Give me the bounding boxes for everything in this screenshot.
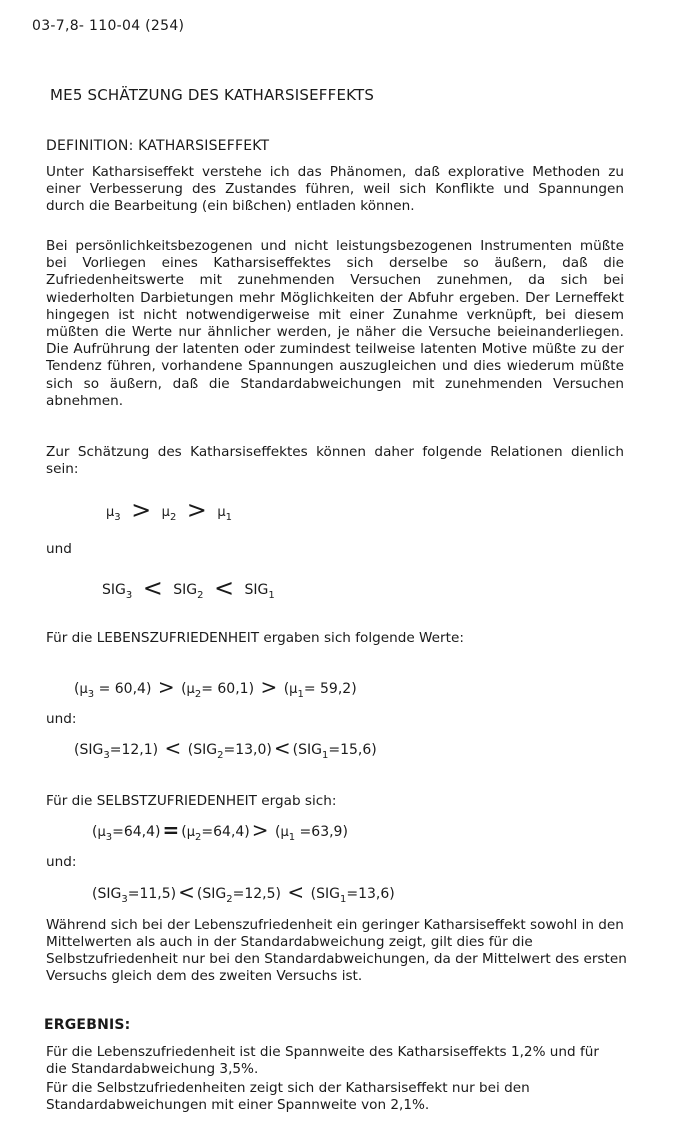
general-mean-relation: $\mu_3 > \mu_2 > \mu_1$ — [106, 496, 232, 524]
leben-mean-relation: $(\mu_3 = 60,4) > (\mu_2= 60,1) > (\mu_1= 59,2)$ — [74, 675, 357, 700]
section-heading: ME5 SCHÄTZUNG DES KATHARSISEFFEKTS — [50, 86, 375, 104]
result-selbst: Für die Selbstzufriedenheiten zeigt sich der Katharsiseffekt nur bei den Standardabweichungen mit einer Spannweite von 2,1%. — [46, 1080, 530, 1113]
definition-title: DEFINITION: KATHARSISEFFEKT — [46, 138, 270, 154]
leben-sd-relation: $(SIG_3=12,1) < (SIG_2=13,0) < (SIG_1=15,6)$ — [74, 736, 377, 761]
document-reference: 03-7,8- 110-04 (254) — [32, 18, 185, 34]
ergebnis-title: ERGEBNIS: — [44, 1017, 131, 1033]
interpretation-paragraph: Während sich bei der Lebenszufriedenheit ein geringer Katharsiseffekt sowohl in den Mittelwerten als auch in der Standardabweichung zeigt, gilt dies für die Selbstzufriedenheit nur bei den Standardabweichungen, da der Mittelwert des ersten Versuchs gleich dem des zweiten Versuchs ist. — [46, 917, 627, 984]
und-colon-label-2: und: — [46, 854, 77, 870]
und-colon-label-1: und: — [46, 711, 77, 727]
relations-intro-paragraph: Zur Schätzung des Katharsiseffektes können daher folgende Relationen dienlich sein: — [46, 444, 624, 478]
result-leben: Für die Lebenszufriedenheit ist die Spannweite des Katharsiseffekts 1,2% und für die Standardabweichung 3,5%. — [46, 1044, 599, 1077]
explanation-paragraph: Bei persönlichkeitsbezogenen und nicht leistungsbezogenen Instrumenten müßte bei Vorliegen eines Katharsiseffektes sich derselbe so äußern, daß die Zufriedenheitswerte mit zunehmenden Versuchen zunehmen, da sich bei wiederholten Darbietungen mehr Möglichkeiten der Abfuhr ergeben. Der Lerneffekt hingegen ist nicht notwendigerweise mit einer Zunahme verknüpft, bei diesem müßten die Werte nur ähnlicher werden, je näher die Versuche beieinanderliegen. Die Aufrührung der latenten oder zumindest teilweise latenten Motive müßte zu der Tendenz führen, vorhandene Spannungen auszugleichen und dies wiederum müßte sich so äußern, daß die Standardabweichungen mit zunehmenden Versuchen abnehmen. — [46, 238, 624, 409]
definition-paragraph: Unter Katharsiseffekt verstehe ich das Phänomen, daß explorative Methoden zu einer Verbesserung des Zustandes führen, weil sich Konflikte und Spannungen durch die Bearbeitung (ein bißchen) entladen können. — [46, 164, 624, 215]
selbstzufriedenheit-intro: Für die SELBSTZUFRIEDENHEIT ergab sich: — [46, 793, 337, 809]
selbst-mean-relation: $(\mu_3=64,4) = (\mu_2=64,4) > (\mu_1 =63,9)$ — [92, 818, 348, 843]
lebenszufriedenheit-intro: Für die LEBENSZUFRIEDENHEIT ergaben sich folgende Werte: — [46, 630, 464, 646]
general-sd-relation: $SIG_3 < SIG_2 < SIG_1$ — [102, 574, 275, 602]
selbst-sd-relation: $(SIG_3=11,5) < (SIG_2=12,5) < (SIG_1=13,6)$ — [92, 880, 395, 905]
und-label: und — [46, 541, 72, 557]
